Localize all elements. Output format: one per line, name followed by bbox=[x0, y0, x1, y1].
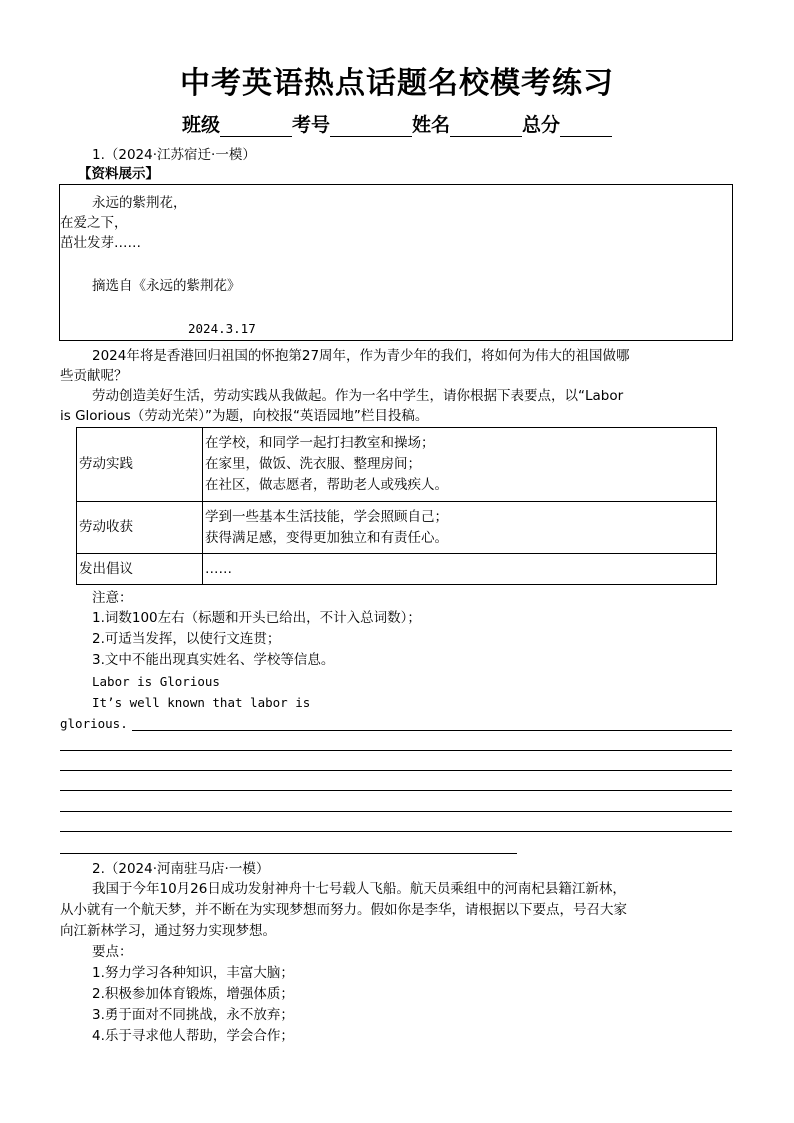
q2-paragraph: 从小就有一个航天梦，并不断在为实现梦想而努力。假如你是李华，请根据以下要点，号召大家 bbox=[60, 902, 627, 918]
class-label: 班级 bbox=[181, 114, 220, 136]
point-item: 1.努力学习各种知识，丰富大脑； bbox=[92, 965, 294, 981]
poem-line: 茁壮发芽…… bbox=[60, 235, 141, 251]
material-label: 【资料展示】 bbox=[78, 166, 159, 182]
point-item: 2.积极参加体育锻炼，增强体质； bbox=[92, 986, 294, 1002]
writing-line[interactable] bbox=[60, 811, 732, 812]
writing-line[interactable] bbox=[132, 730, 732, 731]
writing-line[interactable] bbox=[60, 831, 732, 832]
table-line: 在学校，和同学一起打扫教室和操场； bbox=[205, 435, 435, 451]
name-label: 姓名 bbox=[412, 114, 451, 136]
student-info-line bbox=[0, 110, 794, 137]
q1-paragraph: 些贡献呢？ bbox=[60, 368, 128, 384]
poem-line: 在爱之下， bbox=[60, 215, 128, 231]
name-blank[interactable] bbox=[450, 118, 522, 137]
class-blank[interactable] bbox=[220, 118, 292, 137]
table-line: 获得满足感，变得更加独立和有责任心。 bbox=[205, 529, 448, 546]
note-item: 3.文中不能出现真实姓名、学校等信息。 bbox=[92, 652, 335, 668]
table-key: 发出倡议 bbox=[77, 554, 203, 585]
q1-heading: 1.（2024·江苏宿迁·一模） bbox=[92, 147, 256, 163]
writing-line[interactable] bbox=[60, 790, 732, 791]
writing-line[interactable] bbox=[60, 770, 732, 771]
notes-label: 注意： bbox=[92, 590, 133, 606]
point-item: 3.勇于面对不同挑战，永不放弃； bbox=[92, 1007, 294, 1023]
q2-heading: 2.（2024·河南驻马店·一模） bbox=[92, 861, 270, 877]
table-row bbox=[77, 428, 717, 502]
note-item: 2.可适当发挥，以使行文连贯； bbox=[92, 631, 281, 647]
table-line: 学到一些基本生活技能，学会照顾自己； bbox=[205, 508, 448, 525]
essay-title: Labor is Glorious bbox=[92, 674, 220, 689]
points-label: 要点： bbox=[92, 944, 133, 960]
number-label: 考号 bbox=[291, 114, 330, 136]
table-line: 在家里，做饭、洗衣服、整理房间； bbox=[205, 456, 421, 472]
point-item: 4.乐于寻求他人帮助，学会合作； bbox=[92, 1028, 294, 1044]
table-row bbox=[77, 502, 717, 554]
poem-source: 摘选自《永远的紫荆花》 bbox=[92, 278, 241, 294]
table-value bbox=[203, 554, 717, 585]
table-line: 在社区，做志愿者，帮助老人或残疾人。 bbox=[205, 477, 448, 493]
table-row bbox=[77, 554, 717, 585]
table-value bbox=[203, 502, 717, 554]
q2-paragraph: 我国于今年10月26日成功发射神舟十七号载人飞船。航天员乘组中的河南杞县籍江新林， bbox=[92, 881, 626, 897]
poem-line: 永远的紫荆花， bbox=[92, 195, 187, 211]
q2-paragraph: 向江新林学习，通过努力实现梦想。 bbox=[60, 923, 276, 939]
score-label: 总分 bbox=[522, 114, 561, 136]
table-key: 劳动收获 bbox=[77, 502, 203, 554]
essay-start: glorious. bbox=[60, 716, 128, 731]
table-key: 劳动实践 bbox=[77, 428, 203, 502]
poem-date: 2024.3.17 bbox=[188, 321, 256, 336]
q1-paragraph: 劳动创造美好生活，劳动实践从我做起。作为一名中学生，请你根据下表要点，以“Labor bbox=[92, 388, 624, 404]
writing-line[interactable] bbox=[60, 853, 517, 854]
requirements-table bbox=[76, 427, 717, 585]
q1-paragraph: 2024年将是香港回归祖国的怀抱第27周年，作为青少年的我们，将如何为伟大的祖国做哪 bbox=[92, 348, 630, 364]
essay-start: It’s well known that labor is bbox=[92, 695, 311, 710]
page-title: 中考英语热点话题名校模考练习 bbox=[180, 66, 614, 101]
note-item: 1.词数100左右（标题和开头已给出，不计入总词数）； bbox=[92, 610, 421, 626]
q1-paragraph: is Glorious（劳动光荣）”为题，向校报“英语园地”栏目投稿。 bbox=[60, 408, 429, 424]
table-line: …… bbox=[205, 560, 232, 577]
number-blank[interactable] bbox=[330, 118, 412, 137]
writing-line[interactable] bbox=[60, 750, 732, 751]
score-blank[interactable] bbox=[560, 118, 612, 137]
table-value bbox=[203, 428, 717, 502]
